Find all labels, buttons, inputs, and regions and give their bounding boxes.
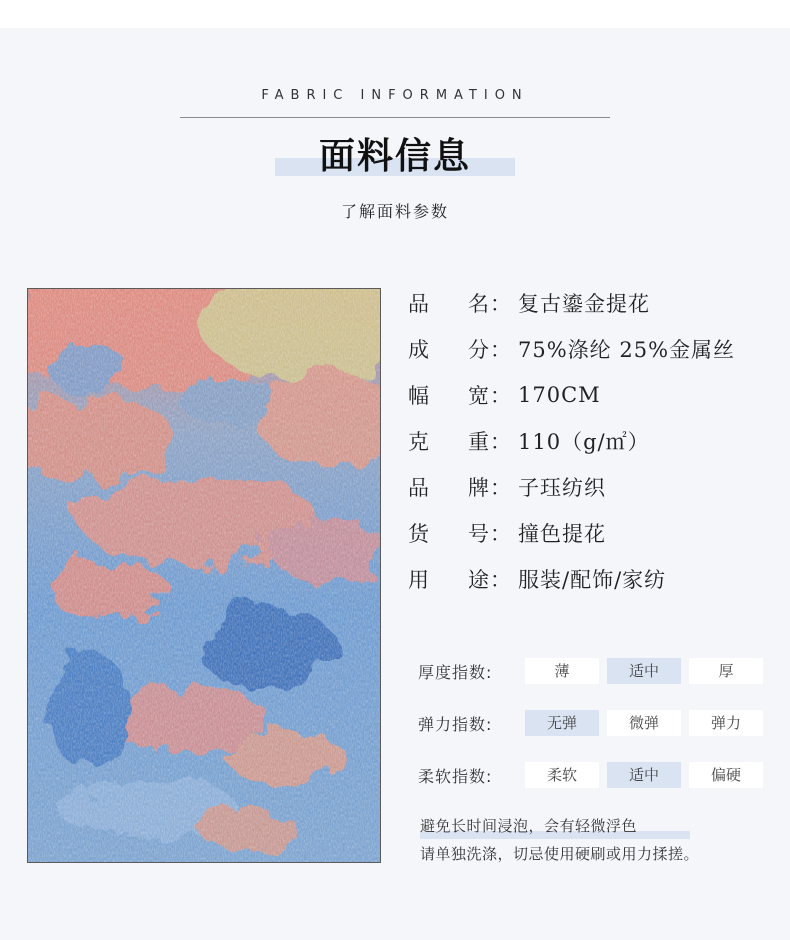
top-band — [0, 0, 790, 28]
index-option: 厚 — [689, 658, 763, 684]
spec-value: 撞色提花 — [518, 522, 606, 546]
spec-row-weight — [408, 418, 778, 464]
spec-row-name — [408, 280, 778, 326]
spec-key-char: 号 — [468, 522, 490, 546]
index-options — [517, 762, 763, 788]
spec-colon: ： — [490, 384, 512, 408]
spec-row-width — [408, 372, 778, 418]
spec-key-char: 克 — [408, 430, 430, 454]
spec-colon: ： — [490, 292, 512, 316]
spec-key-char: 途 — [468, 568, 490, 592]
spec-value: 子珏纺织 — [518, 476, 606, 500]
spec-key — [408, 518, 490, 548]
spec-key-char: 用 — [408, 568, 430, 592]
spec-value: 170CM — [518, 383, 601, 407]
spec-value: 110（g/㎡） — [518, 430, 650, 454]
care-note — [420, 840, 780, 868]
spec-value: 75%涤纶 25%金属丝 — [518, 338, 736, 362]
spec-colon: ： — [490, 338, 512, 362]
spec-list — [408, 280, 778, 602]
index-option: 薄 — [525, 658, 599, 684]
title-divider — [180, 117, 610, 118]
spec-key-char: 品 — [408, 476, 430, 500]
spec-key-char: 宽 — [468, 384, 490, 408]
index-row-elasticity — [418, 709, 763, 737]
spec-colon: ： — [490, 430, 512, 454]
spec-key-char: 品 — [408, 292, 430, 316]
spec-key — [408, 426, 490, 456]
spec-key — [408, 334, 490, 364]
spec-key — [408, 472, 490, 502]
index-row-thickness — [418, 657, 763, 685]
spec-row-item-no — [408, 510, 778, 556]
spec-row-brand — [408, 464, 778, 510]
index-option: 微弹 — [607, 710, 681, 736]
spec-colon: ： — [490, 522, 512, 546]
index-option: 适中 — [607, 762, 681, 788]
spec-key-char: 分 — [468, 338, 490, 362]
spec-key-char: 名 — [468, 292, 490, 316]
index-row-softness — [418, 761, 763, 789]
page-subtitle: 了解面料参数 — [340, 202, 449, 221]
index-label: 柔软指数: — [418, 766, 493, 786]
spec-key — [408, 380, 490, 410]
index-label: 厚度指数: — [418, 662, 493, 682]
spec-key-char: 重 — [468, 430, 490, 454]
spec-key — [408, 564, 490, 594]
index-option: 柔软 — [525, 762, 599, 788]
spec-row-usage — [408, 556, 778, 602]
spec-key-char: 成 — [408, 338, 430, 362]
care-note — [420, 812, 780, 840]
index-options — [517, 658, 763, 684]
index-option: 无弹 — [525, 710, 599, 736]
en-title: FABRIC INFORMATION — [261, 88, 529, 103]
index-group — [418, 657, 763, 813]
spec-key — [408, 288, 490, 318]
page-title: 面料信息 — [318, 136, 471, 177]
spec-key-char: 货 — [408, 522, 430, 546]
care-note-text: 请单独洗涤，切忌使用硬刷或用力揉搓。 — [420, 845, 700, 863]
spec-value: 复古鎏金提花 — [518, 292, 650, 316]
spec-value: 服装/配饰/家纺 — [518, 568, 667, 592]
fabric-photo — [27, 288, 381, 863]
index-option: 适中 — [607, 658, 681, 684]
spec-row-composition — [408, 326, 778, 372]
index-options — [517, 710, 763, 736]
index-option: 弹力 — [689, 710, 763, 736]
care-notes — [420, 812, 780, 868]
spec-key-char: 幅 — [408, 384, 430, 408]
care-note-text: 避免长时间浸泡，会有轻微浮色 — [420, 817, 638, 835]
index-option: 偏硬 — [689, 762, 763, 788]
spec-colon: ： — [490, 568, 512, 592]
spec-colon: ： — [490, 476, 512, 500]
spec-key-char: 牌 — [468, 476, 490, 500]
index-label: 弹力指数: — [418, 714, 493, 734]
